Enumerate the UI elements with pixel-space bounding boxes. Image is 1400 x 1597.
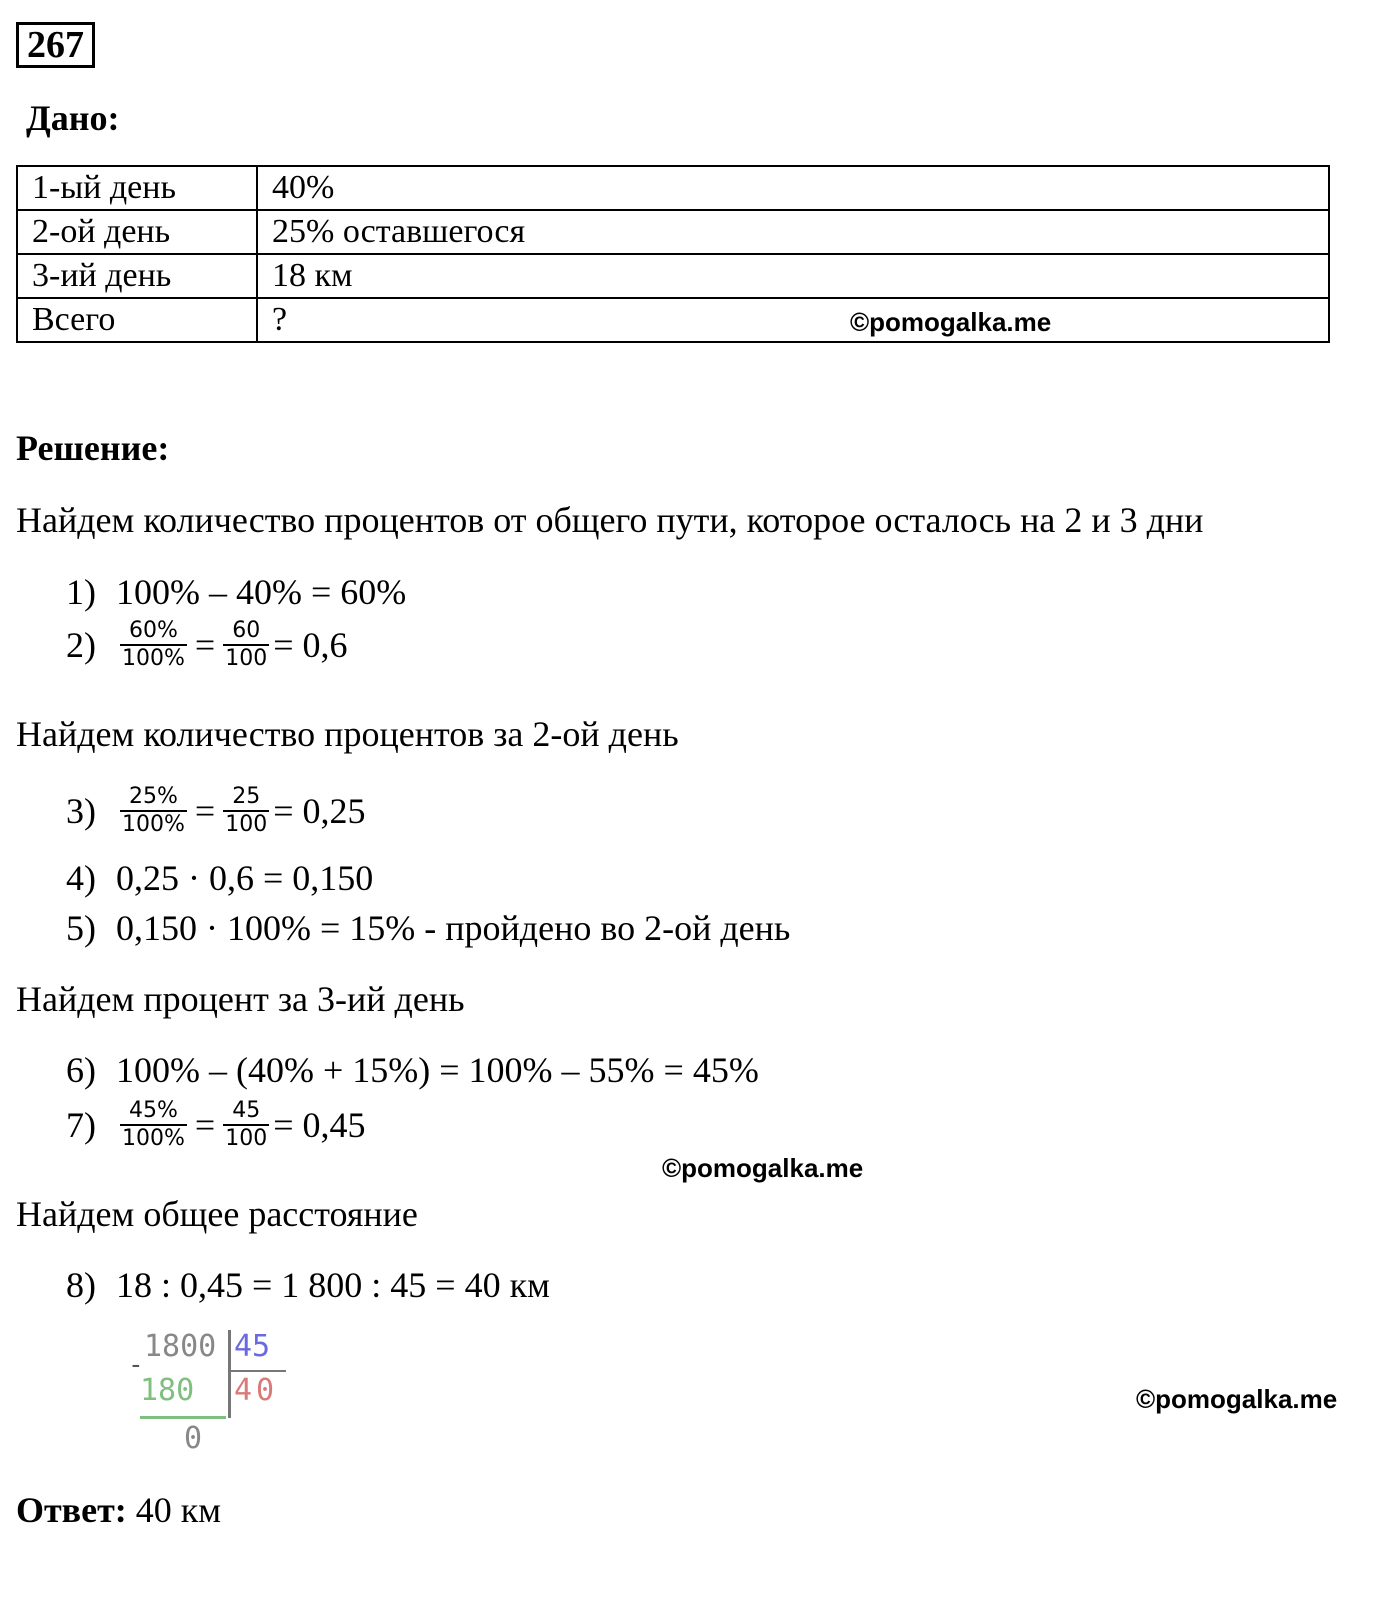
step-5	[66, 906, 790, 950]
long-division	[126, 1330, 296, 1455]
table-row	[17, 298, 1329, 342]
step-number: 5)	[66, 908, 96, 948]
fraction	[120, 1098, 187, 1152]
given-value: 18 км	[257, 254, 1329, 298]
step-3	[66, 784, 366, 838]
step-number: 6)	[66, 1050, 96, 1090]
step-1	[66, 570, 406, 614]
given-value: 25% оставшегося	[257, 210, 1329, 254]
fraction	[223, 1098, 269, 1152]
step-text: 0,25 · 0,6 = 0,150	[116, 858, 374, 898]
denominator: 100%	[122, 646, 185, 671]
step-number: 1)	[66, 572, 96, 612]
solution-intro-1: Найдем количество процентов от общего пути, которое осталось на 2 и 3 дни	[16, 500, 1204, 540]
watermark: ©pomogalka.me	[1136, 1384, 1338, 1414]
step-text: 18 : 0,45 = 1 800 : 45 = 40 км	[116, 1265, 550, 1305]
table-row	[17, 254, 1329, 298]
quotient: 40	[234, 1373, 279, 1408]
fraction	[120, 784, 187, 838]
numerator: 45%	[129, 1098, 178, 1123]
denominator: 100	[225, 812, 268, 837]
subtrahend: 180	[140, 1373, 195, 1408]
numerator: 60%	[129, 618, 178, 643]
numerator: 60	[232, 618, 261, 643]
given-value: 40%	[257, 166, 1329, 210]
step-7	[66, 1098, 366, 1152]
step-result: = 0,25	[273, 791, 366, 831]
answer	[16, 1488, 221, 1532]
step-number: 4)	[66, 858, 96, 898]
denominator: 100	[225, 1126, 268, 1151]
numerator: 25	[232, 784, 261, 809]
problem-number: 267	[16, 22, 95, 68]
subtraction-line	[140, 1416, 226, 1419]
divisor: 45	[234, 1329, 271, 1364]
given-value: ?	[257, 298, 1329, 342]
watermark: ©pomogalka.me	[662, 1153, 864, 1183]
given-table	[16, 165, 1330, 343]
solution-heading: Решение:	[16, 428, 170, 468]
quotient-line	[230, 1370, 286, 1372]
given-key: 2-ой день	[17, 210, 257, 254]
step-2	[66, 618, 348, 672]
step-text: 100% – (40% + 15%) = 100% – 55% = 45%	[116, 1050, 759, 1090]
given-key: 3-ий день	[17, 254, 257, 298]
fraction	[223, 618, 269, 672]
step-6	[66, 1048, 759, 1092]
step-result: = 0,45	[273, 1105, 366, 1145]
given-heading: Дано:	[26, 98, 120, 138]
fraction	[223, 784, 269, 838]
step-4	[66, 856, 373, 900]
step-number: 3)	[66, 791, 96, 831]
watermark: ©pomogalka.me	[850, 307, 1052, 337]
answer-label: Ответ:	[16, 1490, 127, 1530]
step-number: 7)	[66, 1105, 96, 1145]
step-number: 8)	[66, 1265, 96, 1305]
fraction	[120, 618, 187, 672]
table-row	[17, 166, 1329, 210]
denominator: 100%	[122, 1126, 185, 1151]
dividend: 1800	[144, 1329, 217, 1364]
solution-intro-3: Найдем процент за 3-ий день	[16, 979, 465, 1019]
denominator: 100	[225, 646, 268, 671]
numerator: 45	[232, 1098, 261, 1123]
minus-sign: -	[128, 1350, 144, 1380]
step-text: 0,150 · 100% = 15% - пройдено во 2-ой день	[116, 908, 791, 948]
remainder: 0	[184, 1421, 203, 1456]
numerator: 25%	[129, 784, 178, 809]
division-bar	[228, 1330, 231, 1418]
step-result: = 0,6	[273, 625, 348, 665]
answer-value: 40 км	[126, 1490, 222, 1530]
given-key: 1-ый день	[17, 166, 257, 210]
step-number: 2)	[66, 625, 96, 665]
table-row	[17, 210, 1329, 254]
step-8	[66, 1263, 550, 1307]
denominator: 100%	[122, 812, 185, 837]
step-text: 100% – 40% = 60%	[116, 572, 407, 612]
solution-intro-2: Найдем количество процентов за 2-ой день	[16, 714, 679, 754]
equals-sign: =	[194, 1105, 216, 1145]
solution-intro-4: Найдем общее расстояние	[16, 1194, 418, 1234]
equals-sign: =	[194, 791, 216, 831]
given-key: Всего	[17, 298, 257, 342]
equals-sign: =	[194, 625, 216, 665]
